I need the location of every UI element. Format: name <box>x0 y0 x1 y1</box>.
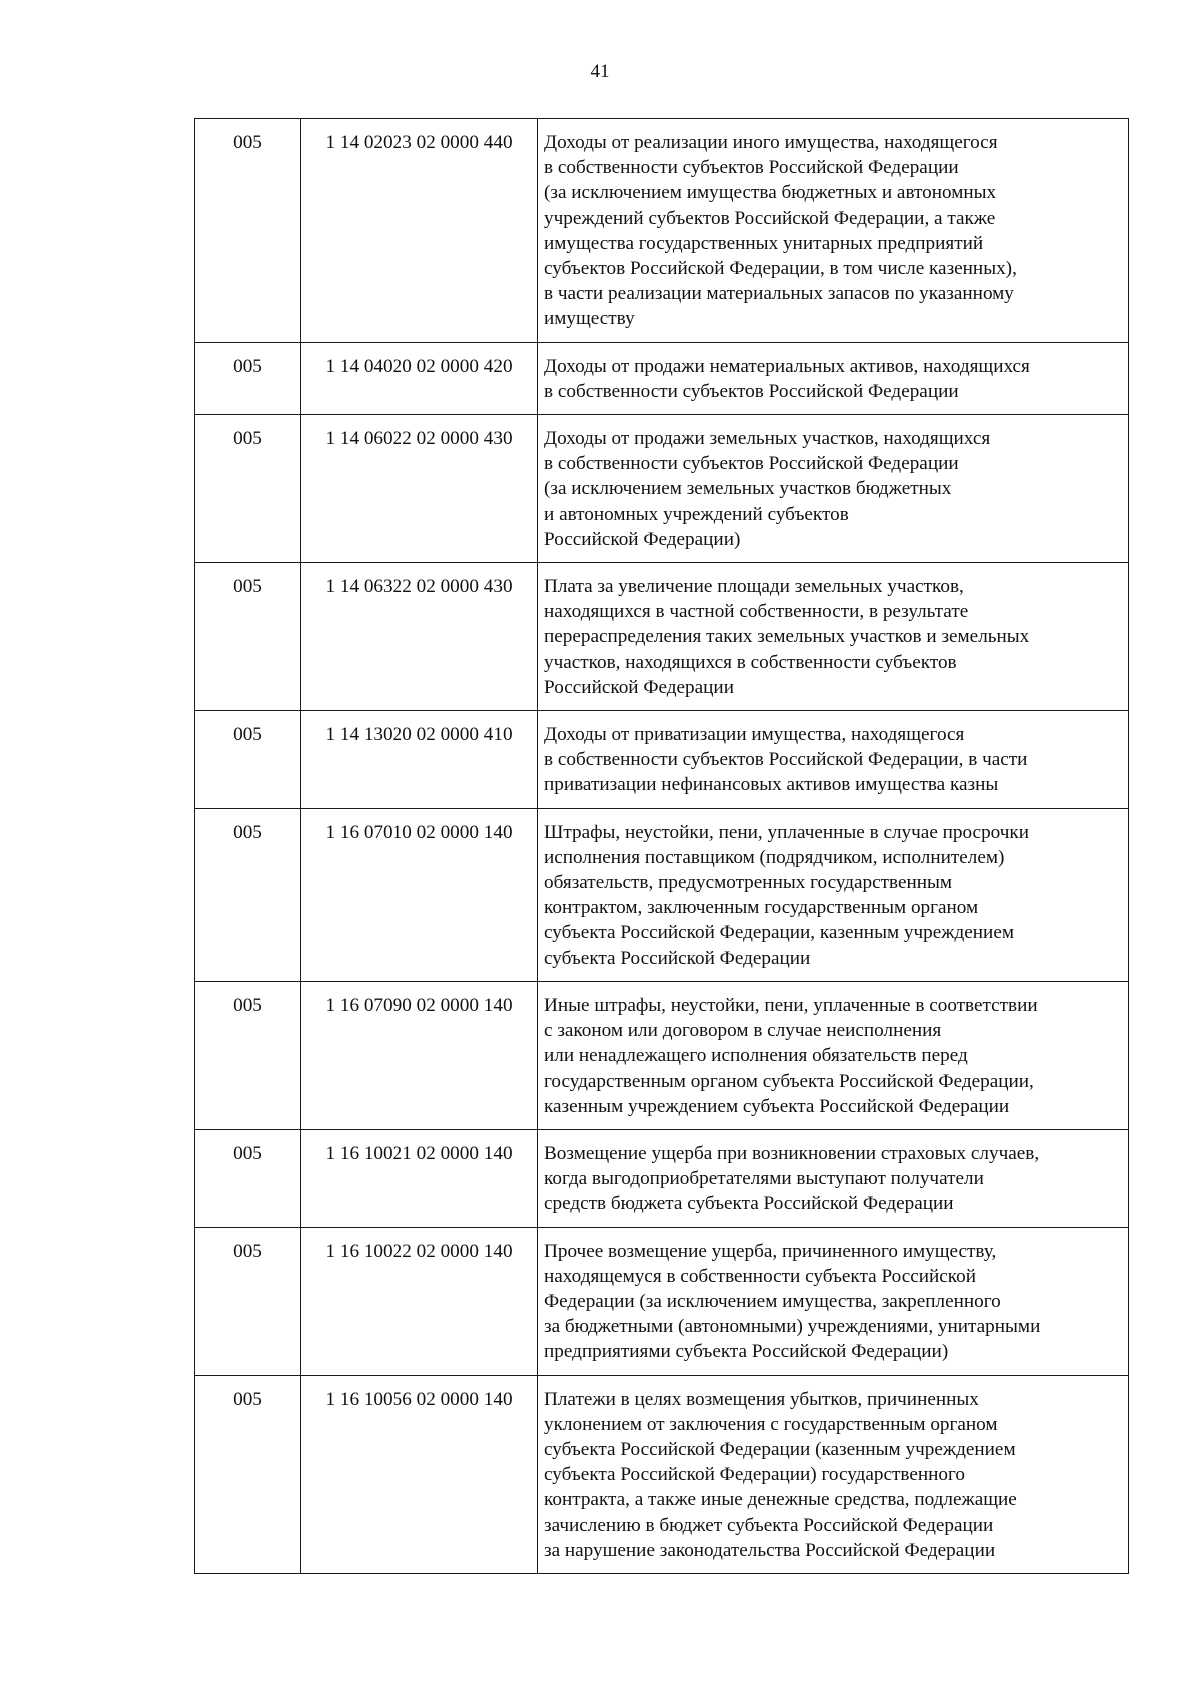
description-line: субъекта Российской Федерации) государственного <box>544 1464 965 1486</box>
table-row <box>195 1375 1129 1573</box>
description-line: средств бюджета субъекта Российской Федерации <box>544 1193 954 1215</box>
description-line: Российской Федерации) <box>544 528 741 550</box>
description-line: обязательств, предусмотренных государственным <box>544 872 953 894</box>
description-line: Штрафы, неустойки, пени, уплаченные в случае просрочки <box>544 821 1030 843</box>
revenue-description-cell <box>538 1227 1129 1375</box>
description-line: Доходы от продажи земельных участков, находящихся <box>544 428 991 450</box>
description-line: Плата за увеличение площади земельных участков, <box>544 576 964 598</box>
table-row <box>195 981 1129 1129</box>
table-row <box>195 415 1129 563</box>
revenue-description-cell <box>538 711 1129 809</box>
description-line: уклонением от заключения с государственным органом <box>544 1413 998 1435</box>
description-line: в части реализации материальных запасов по указанному <box>544 283 1014 305</box>
description-line: контрактом, заключенным государственным органом <box>544 897 979 919</box>
description-line: находящихся в частной собственности, в результате <box>544 601 969 623</box>
description-line: в собственности субъектов Российской Федерации <box>544 157 959 179</box>
table-body <box>195 119 1129 1574</box>
budget-classification-code-cell: 1 14 13020 02 0000 410 <box>301 711 538 809</box>
budget-classification-code-cell: 1 14 06322 02 0000 430 <box>301 563 538 711</box>
description-line: субъекта Российской Федерации (казенным учреждением <box>544 1438 1016 1460</box>
description-line: или ненадлежащего исполнения обязательств перед <box>544 1045 968 1067</box>
revenue-description-cell <box>538 1375 1129 1573</box>
description-line: с законом или договором в случае неисполнения <box>544 1020 942 1042</box>
description-line: Платежи в целях возмещения убытков, причиненных <box>544 1388 979 1410</box>
description-line: Федерации (за исключением имущества, закрепленного <box>544 1290 1001 1312</box>
administrator-code-cell: 005 <box>195 981 301 1129</box>
table-row <box>195 711 1129 809</box>
table-row <box>195 342 1129 414</box>
description-line: и автономных учреждений субъектов <box>544 503 849 525</box>
description-line: в собственности субъектов Российской Федерации <box>544 380 959 402</box>
revenue-codes-table <box>194 118 1129 1574</box>
description-line: приватизации нефинансовых активов имущества казны <box>544 774 999 796</box>
revenue-description-cell <box>538 563 1129 711</box>
revenue-description-cell <box>538 1129 1129 1227</box>
administrator-code-cell: 005 <box>195 808 301 981</box>
description-line: субъекта Российской Федерации, казенным учреждением <box>544 922 1014 944</box>
description-line: учреждений субъектов Российской Федерации, а также <box>544 207 996 229</box>
table-row <box>195 808 1129 981</box>
description-line: в собственности субъектов Российской Федерации, в части <box>544 749 1028 771</box>
description-line: Доходы от реализации иного имущества, находящегося <box>544 132 998 153</box>
administrator-code-cell: 005 <box>195 1375 301 1573</box>
description-line: зачислению в бюджет субъекта Российской Федерации <box>544 1514 994 1536</box>
description-line: находящемуся в собственности субъекта Российской <box>544 1265 976 1287</box>
revenue-description-cell <box>538 119 1129 343</box>
description-line: субъектов Российской Федерации, в том числе казенных), <box>544 258 1017 280</box>
administrator-code-cell: 005 <box>195 342 301 414</box>
description-line: когда выгодоприобретателями выступают получатели <box>544 1168 984 1190</box>
revenue-description-cell <box>538 415 1129 563</box>
budget-classification-code-cell: 1 14 04020 02 0000 420 <box>301 342 538 414</box>
table-row <box>195 119 1129 343</box>
administrator-code-cell: 005 <box>195 563 301 711</box>
description-line: Прочее возмещение ущерба, причиненного имуществу, <box>544 1240 997 1262</box>
description-line: имущества государственных унитарных предприятий <box>544 232 984 254</box>
description-line: имуществу <box>544 308 635 330</box>
description-line: в собственности субъектов Российской Федерации <box>544 453 959 475</box>
description-line: предприятиями субъекта Российской Федерации) <box>544 1341 949 1363</box>
table-row <box>195 1129 1129 1227</box>
description-line: за бюджетными (автономными) учреждениями, унитарными <box>544 1316 1041 1338</box>
description-line: участков, находящихся в собственности субъектов <box>544 651 957 673</box>
description-line: Российской Федерации <box>544 676 734 698</box>
revenue-description-cell <box>538 981 1129 1129</box>
description-line: Возмещение ущерба при возникновении страховых случаев, <box>544 1142 1040 1164</box>
description-line: за нарушение законодательства Российской Федерации <box>544 1539 996 1561</box>
budget-classification-code-cell: 1 14 06022 02 0000 430 <box>301 415 538 563</box>
revenue-description-cell <box>538 808 1129 981</box>
budget-classification-code-cell: 1 14 02023 02 0000 440 <box>301 119 538 343</box>
description-line: государственным органом субъекта Российской Федерации, <box>544 1070 1034 1092</box>
administrator-code-cell: 005 <box>195 1227 301 1375</box>
description-line: перераспределения таких земельных участков и земельных <box>544 626 1030 648</box>
table-row <box>195 563 1129 711</box>
budget-classification-code-cell: 1 16 07010 02 0000 140 <box>301 808 538 981</box>
administrator-code-cell: 005 <box>195 415 301 563</box>
description-line: Доходы от продажи нематериальных активов, находящихся <box>544 355 1030 377</box>
administrator-code-cell: 005 <box>195 1129 301 1227</box>
budget-classification-code-cell: 1 16 10022 02 0000 140 <box>301 1227 538 1375</box>
budget-classification-code-cell: 1 16 07090 02 0000 140 <box>301 981 538 1129</box>
description-line: казенным учреждением субъекта Российской Федерации <box>544 1095 1010 1117</box>
page-number: 41 <box>590 61 610 82</box>
table-row <box>195 1227 1129 1375</box>
description-line: контракта, а также иные денежные средства, подлежащие <box>544 1489 1017 1511</box>
budget-classification-code-cell: 1 16 10021 02 0000 140 <box>301 1129 538 1227</box>
revenue-description-cell <box>538 342 1129 414</box>
description-line: исполнения поставщиком (подрядчиком, исполнителем) <box>544 846 1005 868</box>
description-line: (за исключением земельных участков бюджетных <box>544 478 952 500</box>
administrator-code-cell: 005 <box>195 119 301 343</box>
description-line: (за исключением имущества бюджетных и автономных <box>544 182 997 204</box>
description-line: Доходы от приватизации имущества, находящегося <box>544 724 965 746</box>
budget-classification-code-cell: 1 16 10056 02 0000 140 <box>301 1375 538 1573</box>
description-line: Иные штрафы, неустойки, пени, уплаченные в соответствии <box>544 994 1038 1016</box>
description-line: субъекта Российской Федерации <box>544 947 811 969</box>
administrator-code-cell: 005 <box>195 711 301 809</box>
